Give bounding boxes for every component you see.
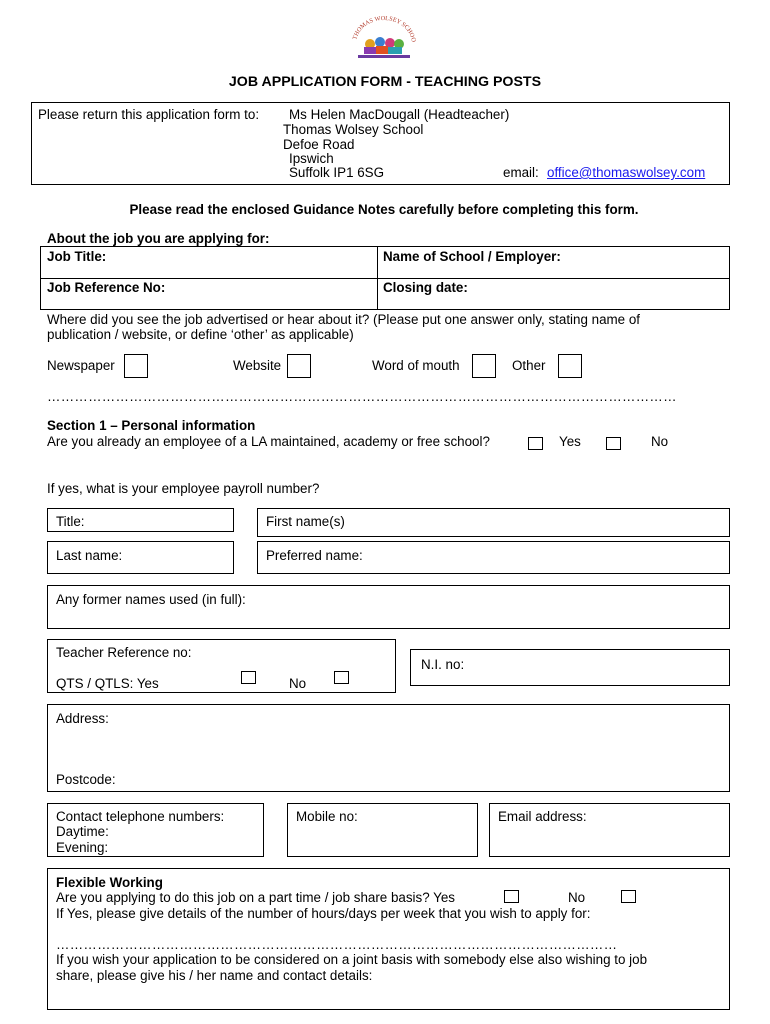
employee-no-label: No <box>651 434 669 449</box>
employer-label: Name of School / Employer: <box>383 249 561 264</box>
teacher-ref-label: Teacher Reference no: <box>56 645 192 660</box>
school-email-link[interactable]: office@thomaswolsey.com <box>547 165 706 180</box>
qts-yes-label: QTS / QTLS: Yes <box>56 676 159 691</box>
former-names-label: Any former names used (in full): <box>56 592 246 607</box>
postcode-label: Postcode: <box>56 772 116 787</box>
preferred-name-label: Preferred name: <box>266 548 363 563</box>
last-name-label: Last name: <box>56 548 123 563</box>
flexible-no-checkbox[interactable] <box>621 890 636 903</box>
mobile-label: Mobile no: <box>296 809 358 824</box>
school-name: Thomas Wolsey School <box>283 122 424 137</box>
town: Ipswich <box>289 151 334 166</box>
guidance-note: Please read the enclosed Guidance Notes carefully before completing this form. <box>129 202 639 217</box>
flexible-no-label: No <box>568 890 586 905</box>
address-label: Address: <box>56 711 109 726</box>
page-title: JOB APPLICATION FORM - TEACHING POSTS <box>228 74 542 90</box>
first-names-label: First name(s) <box>266 514 345 529</box>
logo-arc-text: THOMAS WOLSEY SCHOO <box>351 14 417 43</box>
school-logo <box>350 14 418 60</box>
job-heading: About the job you are applying for: <box>47 231 270 246</box>
ni-label: N.I. no: <box>421 657 465 672</box>
other-checkbox[interactable] <box>558 354 582 378</box>
postcode-line: Suffolk IP1 6SG <box>289 165 385 180</box>
option-word-of-mouth-label: Word of mouth <box>372 358 460 373</box>
employee-yes-checkbox[interactable] <box>528 437 543 450</box>
email-address-label: Email address: <box>498 809 587 824</box>
joint-basis-text-2: share, please give his / her name and contact details: <box>56 968 373 983</box>
email-label: email: <box>503 165 539 180</box>
qts-no-checkbox[interactable] <box>334 671 349 684</box>
closing-date-label: Closing date: <box>383 280 468 295</box>
address-field[interactable] <box>47 704 730 792</box>
employee-no-checkbox[interactable] <box>606 437 621 450</box>
daytime-label: Daytime: <box>56 824 109 839</box>
advert-answer-line[interactable]: ………………………………………………………………………………………………………………………… <box>47 389 677 404</box>
advert-question-2: publication / website, or define ‘other’ as applicable) <box>47 327 354 342</box>
job-reference-label: Job Reference No: <box>47 280 166 295</box>
section1-heading: Section 1 – Personal information <box>47 418 256 433</box>
payroll-question: If yes, what is your employee payroll number? <box>47 481 320 496</box>
flexible-question: Are you applying to do this job on a part time / job share basis? Yes <box>56 890 455 905</box>
title-label: Title: <box>56 514 85 529</box>
option-website-label: Website <box>233 358 282 373</box>
option-newspaper-label: Newspaper <box>47 358 115 373</box>
job-title-label: Job Title: <box>47 249 107 264</box>
flexible-yes-checkbox[interactable] <box>504 890 519 903</box>
evening-label: Evening: <box>56 840 109 855</box>
employee-yes-label: Yes <box>559 434 581 449</box>
contact-phone-label: Contact telephone numbers: <box>56 809 225 824</box>
word-of-mouth-checkbox[interactable] <box>472 354 496 378</box>
website-checkbox[interactable] <box>287 354 311 378</box>
return-label: Please return this application form to: <box>38 107 260 122</box>
street: Defoe Road <box>283 137 355 152</box>
qts-no-label: No <box>289 676 307 691</box>
flexible-heading: Flexible Working <box>56 875 163 890</box>
flexible-details: If Yes, please give details of the number of hours/days per week that you wish to apply for: <box>56 906 591 921</box>
joint-basis-text: If you wish your application to be considered on a joint basis with somebody else also wishing to job <box>56 952 648 967</box>
employee-question: Are you already an employee of a LA maintained, academy or free school? <box>47 434 490 449</box>
option-other-label: Other <box>512 358 546 373</box>
newspaper-checkbox[interactable] <box>124 354 148 378</box>
flexible-answer-line[interactable]: …………………………………………………………………………………………………………… <box>56 937 618 952</box>
advert-question: Where did you see the job advertised or hear about it? (Please put one answer only, stating name of <box>47 312 641 327</box>
qts-yes-checkbox[interactable] <box>241 671 256 684</box>
addressee: Ms Helen MacDougall (Headteacher) <box>289 107 510 122</box>
